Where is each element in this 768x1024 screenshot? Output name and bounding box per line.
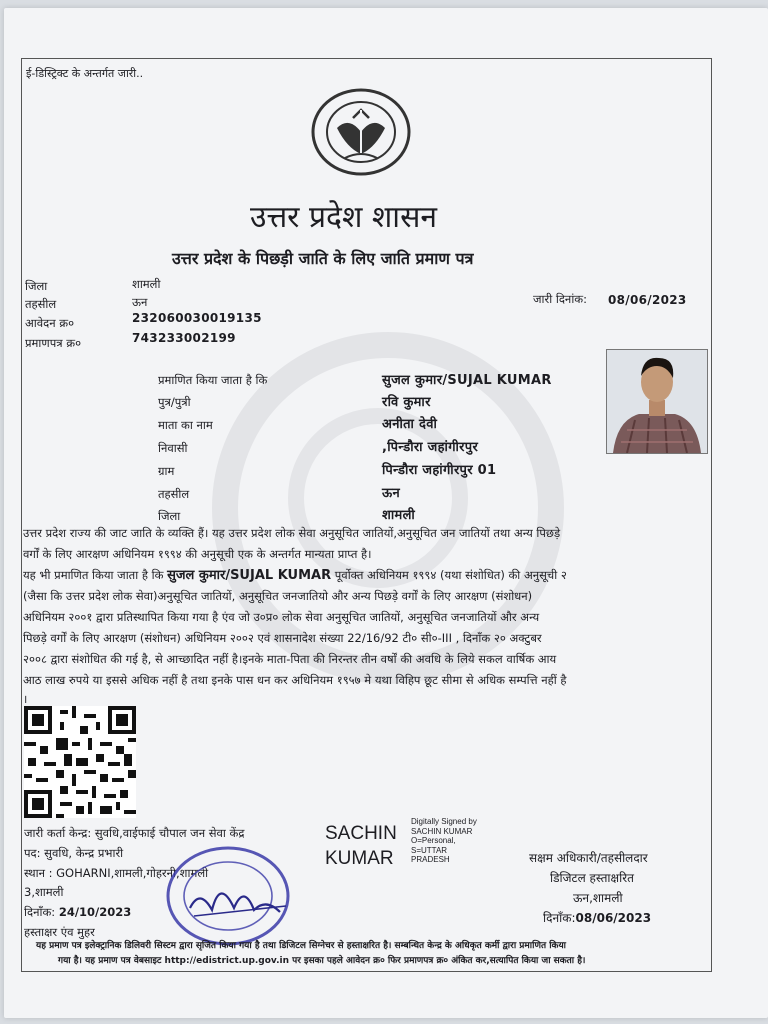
- detail-label: पुत्र/पुत्री: [158, 395, 191, 409]
- body-line: अधिनियम २००१ द्वारा प्रतिस्थापित किया गया है एंव जो उ०प्र० लोक सेवा अनुसूचित जातियों, अनुसूचित जनजातियों और अन्य: [23, 610, 540, 624]
- issuer-date: [24, 905, 131, 920]
- issuer-place-line2: 3,शामली: [24, 885, 64, 899]
- header-note: ई-डिस्ट्रिक्ट के अन्तर्गत जारी..: [26, 67, 144, 80]
- body-line: उत्तर प्रदेश राज्य की जाट जाति के व्यक्ति हैं। यह उत्तर प्रदेश लोक सेवा अनुसूचित जातियों,अनुसूचित जन जातियों तथा अन्य पिछड़े: [23, 526, 561, 540]
- applicant-name: सुजल कुमार/SUJAL KUMAR: [382, 373, 552, 388]
- issue-date-value: 08/06/2023: [608, 293, 687, 307]
- application-number: 232060030019135: [132, 311, 262, 325]
- applicant-name-inline: सुजल कुमार/SUJAL KUMAR: [167, 568, 332, 583]
- issuer-center: जारी कर्ता केन्द्र: सुवधि,वाईफाई चौपाल जन सेवा केंद्र: [24, 826, 245, 840]
- authority-date-label: दिनाँक:: [543, 911, 576, 925]
- footer-line: यह प्रमाण पत्र इलेक्ट्रानिक डिलिवरी सिस्टम द्वारा सृजित किया गया है तथा डिजिटल सिग्नेचर से हस्ताक्षरित है। सम्बन्धित केन्द्र के अधिकृत कर्मी द्वारा प्रमाणित किया: [36, 941, 567, 951]
- district-detail-value: शामली: [382, 508, 416, 523]
- father-name: रवि कुमार: [382, 395, 431, 410]
- authority-title: सक्षम अधिकारी/तहसीलदार: [529, 851, 648, 865]
- body-line: पिछड़े वर्गों के लिए आरक्षण (संशोधन) अधिनियम २००२ एवं शासनादेश संख्या 22/16/92 टी० सी०-III , दिनाँक २० अक्टुबर: [23, 631, 542, 645]
- detail-label: माता का नाम: [158, 418, 213, 432]
- sig-detail: PRADESH: [411, 855, 450, 864]
- certificate-number: 743233002199: [132, 331, 236, 345]
- tehsil-detail-value: ऊन: [382, 486, 401, 501]
- authority-location: ऊन,शामली: [573, 891, 623, 905]
- page-subtitle: उत्तर प्रदेश के पिछड़ी जाति के लिए जाति प्रमाण पत्र: [172, 249, 474, 268]
- application-label: आवेदन क्र०: [25, 316, 75, 330]
- mother-name: अनीता देवी: [382, 417, 438, 432]
- applicant-photo: [606, 349, 708, 454]
- detail-label: जिला: [158, 509, 181, 523]
- digital-signer-last-name: KUMAR: [325, 848, 394, 869]
- detail-label: तहसील: [158, 487, 190, 501]
- detail-label: निवासी: [158, 441, 188, 455]
- issue-date-label: जारी दिनांक:: [533, 292, 588, 306]
- sig-detail: S=UTTAR: [411, 845, 448, 855]
- body-line: (जैसा कि उत्तर प्रदेश लोक सेवा)अनुसूचित जातियों, अनुसूचित जनजातियो और अन्य पिछड़े वर्गों के लिए आरक्षण (संशोधन): [23, 589, 533, 603]
- tehsil-value: ऊन: [132, 295, 148, 309]
- issuer-place: स्थान : GOHARNI,शामली,गोहरनी,शामली: [24, 866, 209, 880]
- district-value: शामली: [132, 277, 161, 291]
- body-line: ।: [23, 692, 28, 706]
- tehsil-label: तहसील: [25, 297, 57, 311]
- body-line: वर्गों के लिए आरक्षण अधिनियम १९९४ की अनुसूची एक के अन्तर्गत मान्यता प्राप्त है।: [23, 547, 372, 561]
- certificate-label: प्रमाणपत्र क्र०: [25, 336, 82, 350]
- authority-date: [543, 909, 651, 926]
- residence-value: ,पिन्डौरा जहांगीरपुर: [382, 440, 479, 455]
- qr-code: [24, 706, 136, 818]
- body-line: [23, 565, 567, 586]
- issuer-date-value: 24/10/2023: [58, 905, 132, 919]
- issuer-date-label: दिनाँक:: [24, 905, 56, 919]
- digital-signer-first-name: SACHIN: [325, 823, 397, 844]
- up-government-emblem-icon: [311, 88, 411, 176]
- authority-date-value: 08/06/2023: [575, 911, 652, 925]
- official-stamp: [150, 838, 298, 948]
- sig-detail: Digitally Signed by: [411, 817, 477, 826]
- body-text: पूर्वोक्त अधिनियम १९९४ (यथा संशोधित) की अनुसूची २: [334, 568, 567, 582]
- authority-digital: डिजिटल हस्ताक्षरित: [550, 871, 634, 885]
- digital-signature-details: [411, 817, 477, 865]
- detail-label: प्रमाणित किया जाता है कि: [158, 373, 268, 387]
- district-label: जिला: [25, 279, 48, 293]
- issuer-post: पद: सुवधि, केन्द्र प्रभारी: [24, 846, 124, 860]
- sig-detail: SACHIN KUMAR: [411, 826, 473, 836]
- sig-detail: O=Personal,: [411, 836, 456, 845]
- body-text: यह भी प्रमाणित किया जाता है कि: [23, 568, 164, 582]
- body-line: आठ लाख रुपये या इससे अधिक नहीं है तथा इनके पास धन कर अधिनियम १९५७ मे यथा विहिप छूट सीमा से अधिक सम्पत्ति नहीं है: [23, 673, 567, 687]
- footer-line: गया है। यह प्रमाण पत्र वेबसाइट http://edistrict.up.gov.in पर इसका पहले आवेदन क्र० फिर प्रमाणपत्र क्र० अंकित कर,सत्यापित किया जा सकता है।: [58, 956, 586, 966]
- body-line: २००८ द्वारा संशोधित की गई है, से आच्छादित नहीं है।इनके माता-पिता की निरन्तर तीन वर्षों की अवधि के लिये सकल वार्षिक आय: [23, 652, 557, 666]
- detail-label: ग्राम: [158, 464, 175, 478]
- village-value: पिन्डौरा जहांगीरपुर 01: [382, 463, 497, 478]
- page-title: उत्तर प्रदेश शासन: [250, 200, 438, 235]
- signature-label: हस्ताक्षर एंव मुहर: [24, 925, 95, 939]
